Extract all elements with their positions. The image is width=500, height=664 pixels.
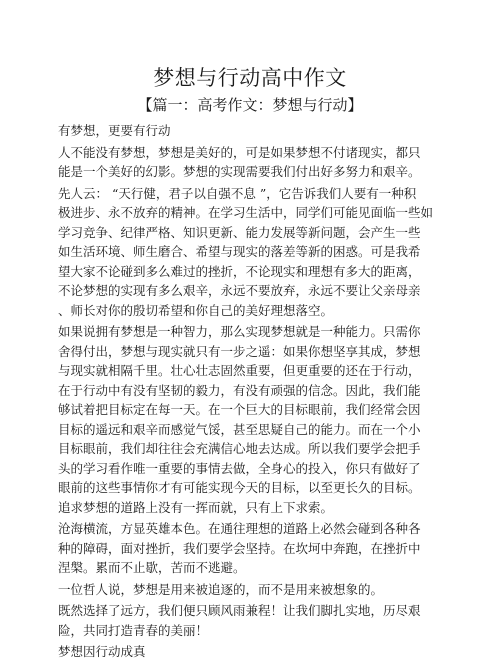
paragraph <box>58 601 438 640</box>
paragraph-line: 如生活环境、师生磨合、希望与现实的落差等新的困惑。可是我希 <box>58 244 421 259</box>
paragraph-line: 能是一个美好的幻影。梦想的实现需要我们付出好多努力和艰辛。 <box>58 164 421 179</box>
document-subtitle: 【篇一：高考作文：梦想与行动】 <box>137 96 363 114</box>
paragraph-line: 学习竞争、纪律严格、知识更新、能力发展等新问题，会产生一些 <box>58 224 421 240</box>
paragraph-line: 够试着把目标定在每一天。在一个巨大的目标眼前，我们经常会因 <box>58 402 421 417</box>
paragraph-line: 追求梦想的道路上没有一挥而就，只有上下求索。 <box>58 499 334 515</box>
document-title: 梦想与行动高中作文 <box>153 66 347 90</box>
paragraph-line: 沧海横流，方显英雄本色。在通往理想的道路上必然会碰到各种各 <box>58 521 421 536</box>
paragraph-line: 既然选择了远方，我们便只顾风雨兼程！让我们脚扎实地，历尽艰 <box>58 603 421 618</box>
paragraph-line: 梦想因行动成真 <box>58 644 146 659</box>
document-body <box>58 121 438 664</box>
paragraph-line: 不论梦想的实现有多么艰辛，永远不要放弃，永远不要让父亲母亲 <box>58 283 421 298</box>
paragraph-line: 在于行动中有没有坚韧的毅力，有没有顽强的信念。因此，我们能 <box>58 382 421 398</box>
paragraph-line: 望大家不论碰到多么难过的挫折，不论现实和理想有多大的距离， <box>58 263 421 279</box>
paragraph-line: 种的障碍，面对挫折，我们要学会坚持。在坎坷中奔跑，在挫折中 <box>58 540 421 556</box>
paragraph-line: 有梦想，更要有行动 <box>58 123 171 138</box>
paragraph-line: 如果说拥有梦想是一种智力，那么实现梦想就是一种能力。只需你 <box>58 324 421 339</box>
paragraph <box>58 580 438 600</box>
paragraph-line: 、师长对你的殷切希望和你自己的美好理想落空。 <box>58 302 334 318</box>
paragraph <box>58 121 438 141</box>
paragraph-line: 涅槃。累而不止歇，苦而不逃避。 <box>58 560 246 575</box>
paragraph <box>58 642 438 662</box>
paragraph-line: 与现实就相隔千里。壮心壮志固然重要，但更重要的还在于行动， <box>58 363 421 378</box>
paragraph-line: 目标眼前，我们却往往会充满信心地去达成。所以我们要学会把手 <box>58 441 421 456</box>
paragraph-line: 险，共同打造青春的美丽！ <box>58 622 209 638</box>
paragraph <box>58 519 438 578</box>
paragraph-line: 目标的遥远和艰辛而感觉气馁，甚至思疑自己的能力。而在一个小 <box>58 421 421 437</box>
paragraph-line: 头的学习看作唯一重要的事情去做，全身心的投入，你只有做好了 <box>58 460 421 476</box>
paragraph-line: 人不能没有梦想，梦想是美好的，可是如果梦想不付诸现实，都只 <box>58 144 421 160</box>
paragraph <box>58 184 438 321</box>
paragraph-line: 先人云： “天行健，君子以自强不息 ”，它告诉我们人要有一种积 <box>58 185 417 201</box>
paragraph-line: 极进步、永不放弃的精神。在学习生活中，同学们可能见面临一些如 <box>58 205 434 220</box>
paragraph-line: 一位哲人说，梦想是用来被追逐的，而不是用来被想象的。 <box>58 581 384 597</box>
paragraph <box>58 322 438 517</box>
paragraph-line: 眼前的这些事情你才有可能实现今天的目标，以至更长久的目标。 <box>58 480 421 495</box>
paragraph-line: 舍得付出，梦想与现实就只有一步之遥：如果你想坚享其成，梦想 <box>58 343 421 359</box>
paragraph <box>58 143 438 182</box>
